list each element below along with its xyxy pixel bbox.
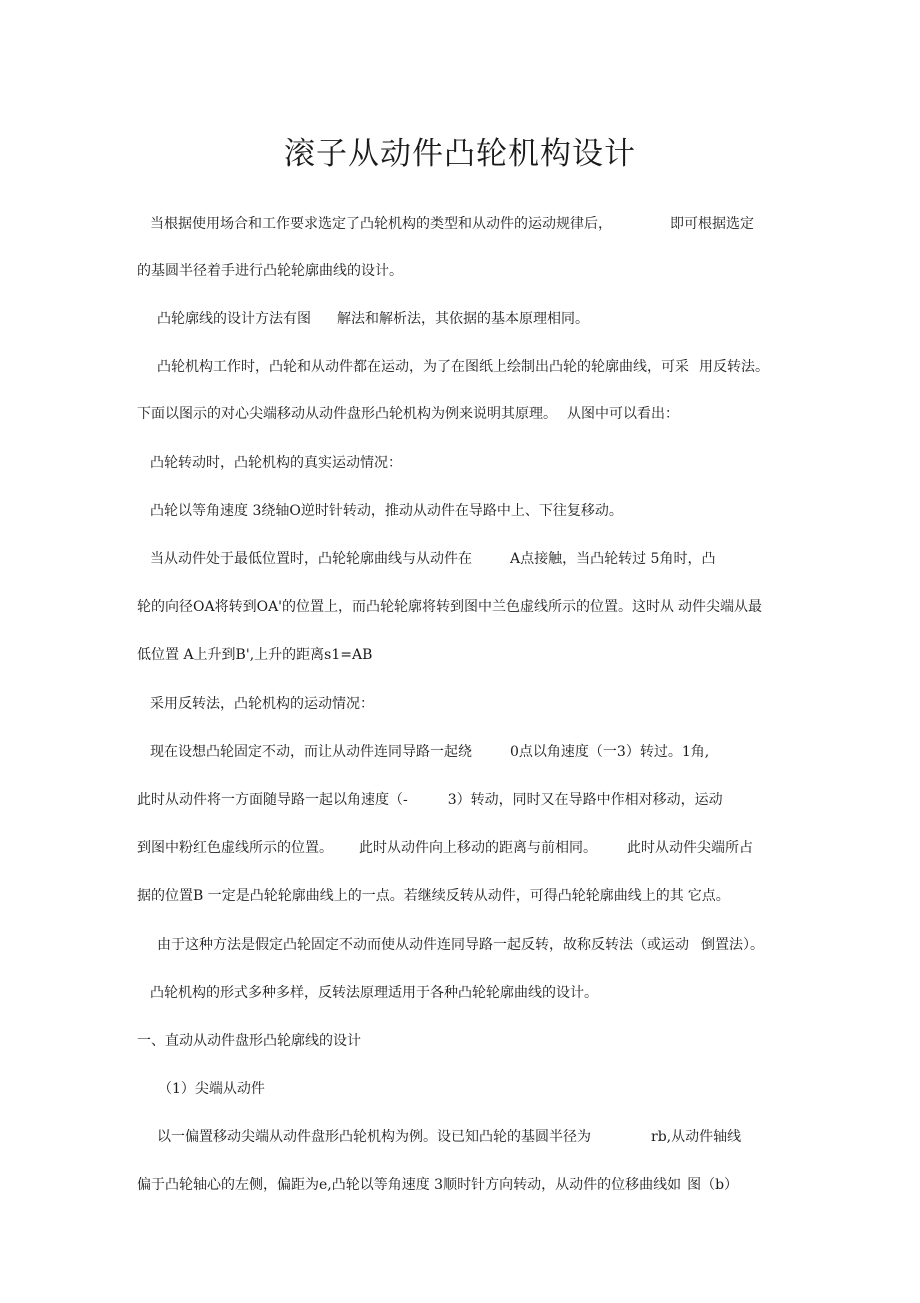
text-run: 凸轮机构工作时，凸轮和从动件都在运动，为了在图纸上绘制出凸轮的轮廓曲线，可采: [157, 359, 689, 375]
text-run: 解法和解析法，其依据的基本原理相同。: [337, 311, 589, 327]
paragraph-line: [137, 1175, 738, 1195]
text-run: A点接触，当凸轮转过 5角时，凸: [510, 551, 716, 567]
text-run: 凸轮以等角速度 3绕轴O逆时针转动，推动从动件在导路中上、下往复移动。: [150, 503, 623, 519]
paragraph-line: [137, 790, 723, 810]
paragraph-line: [137, 597, 762, 617]
text-run: 偏于凸轮轴心的左侧，偏距为e,凸轮以等角速度 3顺时针方向转动，从动件的位移曲线如: [137, 1177, 682, 1193]
paragraph-line: [150, 694, 374, 714]
paragraph-line: [137, 645, 372, 665]
text-run: 此时从动件向上移动的距离与前相同。: [359, 840, 597, 856]
paragraph-line: [150, 501, 623, 521]
text-run: 0点以角速度（一3）转过。1角,: [510, 744, 710, 760]
paragraph-line: [150, 742, 709, 762]
section-heading: [137, 1031, 361, 1051]
text-run: 凸轮廓线的设计方法有图: [157, 311, 311, 327]
paragraph-line: [157, 309, 589, 329]
text-run: 动件尖端从最: [678, 599, 763, 615]
text-run: 下面以图示的对心尖端移动从动件盘形凸轮机构为例来说明其原理。: [137, 406, 557, 422]
text-run: 由于这种方法是假定凸轮固定不动而使从动件连同导路一起反转，故称反转法（或运动: [157, 937, 689, 953]
text-run: 一、直动从动件盘形凸轮廓线的设计: [137, 1033, 361, 1049]
text-run: 图（b）: [687, 1177, 739, 1193]
text-run: 的基圆半径着手进行凸轮轮廓曲线的设计。: [137, 263, 403, 279]
text-run: 此时从动件尖端所占: [627, 840, 753, 856]
paragraph-line: [137, 261, 403, 281]
text-run: 此时从动件将一方面随导路一起以角速度（-: [137, 792, 408, 808]
text-run: 采用反转法，凸轮机构的运动情况：: [150, 696, 374, 712]
paragraph-line: [150, 983, 598, 1003]
paragraph-line: [157, 935, 764, 955]
text-run: rb,从动件轴线: [651, 1129, 742, 1145]
text-run: 低位置 A上升到B',上升的距离s1=AB: [137, 647, 373, 663]
subsection-heading: [158, 1079, 265, 1099]
text-run: 从图中可以看出：: [567, 406, 679, 422]
paragraph-line: [150, 214, 754, 234]
text-run: 3）转动，同时又在导路中作相对移动，运动: [447, 792, 723, 808]
text-run: 据的位置B 一定是凸轮轮廓曲线上的一点。若继续反转从动件，可得凸轮轮廓曲线上的其: [137, 888, 684, 904]
text-run: 凸轮机构的形式多种多样，反转法原理适用于各种凸轮轮廓曲线的设计。: [150, 985, 598, 1001]
paragraph-line: [157, 357, 769, 377]
paragraph-line: [157, 1127, 741, 1147]
text-run: 用反转法。: [699, 359, 769, 375]
page-title: 滚子从动件凸轮机构设计: [284, 136, 636, 172]
text-run: 倒置法）。: [701, 937, 764, 953]
text-run: 到图中粉红色虚线所示的位置。: [137, 840, 333, 856]
text-run: 当根据使用场合和工作要求选定了凸轮机构的类型和从动件的运动规律后，: [150, 216, 612, 232]
text-run: （1）尖端从动件: [158, 1081, 265, 1097]
text-run: 轮的向径OA将转到OA'的位置上，而凸轮轮廓将转到图中兰色虚线所示的位置。这时从: [137, 599, 675, 615]
paragraph-line: [137, 838, 753, 858]
text-run: 以一偏置移动尖端从动件盘形凸轮机构为例。设已知凸轮的基圆半径为: [157, 1129, 591, 1145]
paragraph-line: [137, 404, 679, 424]
paragraph-line: [150, 549, 715, 569]
text-run: 即可根据选定: [670, 216, 754, 232]
paragraph-line: [150, 453, 402, 473]
paragraph-line: [137, 886, 730, 906]
text-run: 凸轮转动时，凸轮机构的真实运动情况：: [150, 455, 402, 471]
text-run: 它点。: [687, 888, 730, 904]
text-run: 当从动件处于最低位置时，凸轮轮廓曲线与从动件在: [150, 551, 472, 567]
text-run: 现在设想凸轮固定不动，而让从动件连同导路一起绕: [150, 744, 472, 760]
